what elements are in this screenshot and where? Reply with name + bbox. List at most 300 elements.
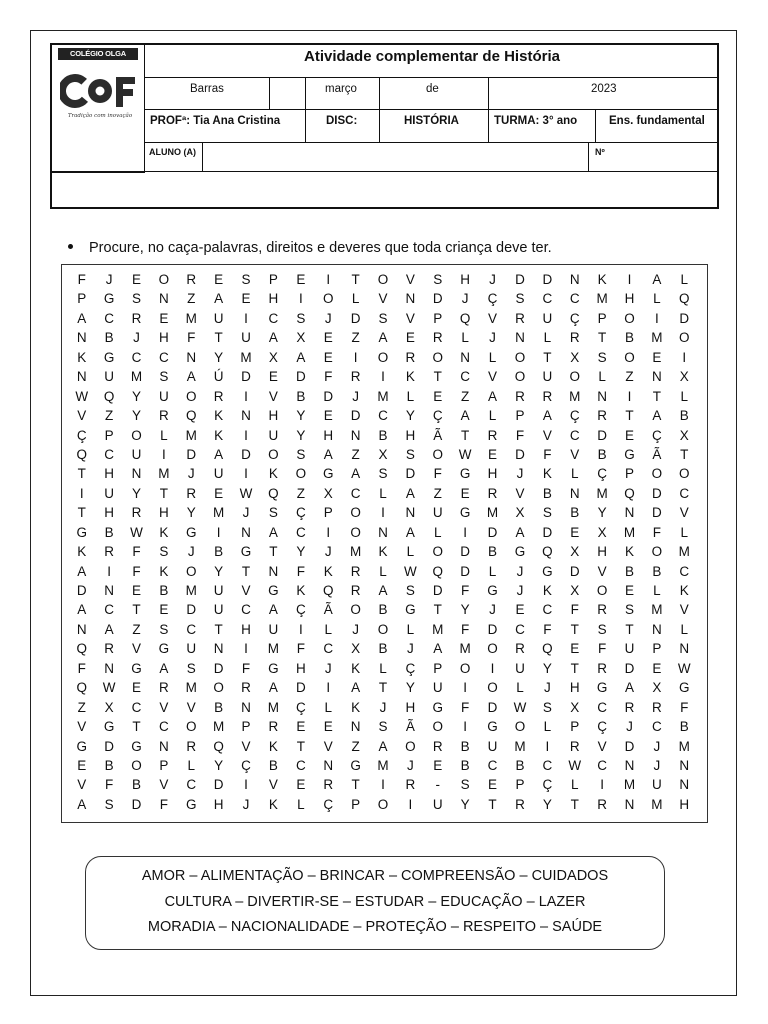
grid-letter: J bbox=[324, 544, 332, 560]
grid-letter: E bbox=[159, 602, 169, 618]
grid-letter: I bbox=[353, 349, 358, 365]
grid-letter: I bbox=[244, 466, 248, 482]
grid-letter: L bbox=[351, 291, 360, 307]
grid-letter: I bbox=[490, 660, 495, 676]
grid-letter: L bbox=[543, 719, 552, 735]
grid-letter: Ç bbox=[76, 427, 87, 443]
grid-letter: S bbox=[296, 310, 306, 326]
grid-letter: G bbox=[459, 505, 471, 521]
grid-letter: X bbox=[570, 349, 580, 365]
grid-letter: C bbox=[158, 349, 169, 365]
grid-letter: H bbox=[158, 505, 169, 521]
grid-letter: H bbox=[213, 796, 224, 812]
grid-letter: T bbox=[625, 621, 634, 637]
grid-letter: S bbox=[268, 505, 278, 521]
grid-letter: Y bbox=[296, 544, 306, 560]
grid-letter: U bbox=[542, 369, 553, 385]
grid-letter: M bbox=[185, 310, 197, 326]
grid-row bbox=[68, 367, 698, 386]
grid-letter: E bbox=[77, 757, 87, 773]
grid-letter: C bbox=[295, 524, 306, 540]
grid-letter: X bbox=[104, 699, 114, 715]
grid-letter: W bbox=[568, 757, 582, 773]
grid-letter: E bbox=[433, 757, 443, 773]
grid-letter: B bbox=[104, 757, 114, 773]
grid-letter: L bbox=[297, 796, 305, 812]
grid-letter: Y bbox=[131, 485, 141, 501]
grid-letter: I bbox=[244, 388, 248, 404]
grid-letter: F bbox=[570, 602, 579, 618]
grid-letter: J bbox=[105, 272, 113, 287]
grid-letter: Y bbox=[296, 427, 306, 443]
grid-letter: P bbox=[241, 719, 251, 735]
grid-letter: F bbox=[543, 446, 552, 462]
grid-letter: A bbox=[378, 330, 388, 346]
grid-letter: A bbox=[351, 680, 361, 696]
grid-letter: U bbox=[624, 641, 635, 657]
grid-letter: B bbox=[488, 544, 498, 560]
grid-letter: V bbox=[323, 738, 333, 754]
grid-letter: Y bbox=[131, 408, 141, 424]
grid-letter: L bbox=[461, 330, 469, 346]
grid-letter: B bbox=[159, 583, 169, 598]
grid-letter: C bbox=[104, 310, 114, 326]
logo-school-name: COLÉGIO OLGA FERNANDES bbox=[58, 48, 138, 60]
grid-letter: P bbox=[652, 641, 662, 657]
grid-letter: Q bbox=[76, 680, 87, 696]
grid-letter: I bbox=[655, 310, 659, 326]
grid-letter: R bbox=[515, 388, 525, 404]
grid-letter: O bbox=[596, 583, 608, 598]
grid-letter: N bbox=[104, 583, 114, 598]
grid-letter: E bbox=[241, 291, 251, 307]
grid-letter: A bbox=[268, 680, 278, 696]
grid-letter: I bbox=[326, 524, 331, 540]
grid-letter: J bbox=[379, 699, 387, 715]
grid-letter: T bbox=[296, 738, 305, 754]
grid-letter: T bbox=[570, 796, 579, 812]
grid-letter: O bbox=[377, 796, 389, 812]
grid-letter: U bbox=[652, 777, 662, 793]
grid-row bbox=[68, 309, 698, 328]
grid-letter: A bbox=[542, 408, 552, 424]
grid-letter: K bbox=[542, 583, 552, 598]
grid-letter: R bbox=[542, 388, 553, 404]
grid-letter: M bbox=[377, 757, 389, 773]
grid-letter: D bbox=[542, 272, 553, 287]
level-value: Ens. fundamental bbox=[609, 115, 705, 127]
grid-letter: Q bbox=[322, 583, 334, 598]
grid-letter: F bbox=[77, 660, 86, 676]
grid-letter: U bbox=[268, 621, 279, 637]
grid-letter: Q bbox=[76, 446, 87, 462]
grid-letter: L bbox=[406, 621, 415, 637]
grid-letter: H bbox=[679, 796, 690, 812]
grid-letter: K bbox=[268, 796, 278, 812]
grid-letter: R bbox=[569, 738, 580, 754]
grid-letter: Z bbox=[104, 408, 114, 424]
grid-letter: N bbox=[624, 757, 635, 773]
grid-letter: O bbox=[679, 466, 690, 482]
grid-letter: C bbox=[350, 485, 361, 501]
grid-letter: X bbox=[351, 641, 361, 657]
grid-letter: H bbox=[104, 505, 114, 521]
grid-letter: B bbox=[679, 719, 689, 735]
grid-letter: R bbox=[186, 272, 197, 287]
grid-letter: I bbox=[381, 777, 385, 793]
student-label: ALUNO (A) bbox=[149, 147, 196, 157]
grid-letter: L bbox=[187, 757, 196, 773]
grid-row bbox=[68, 445, 698, 464]
header-table bbox=[50, 43, 719, 209]
grid-letter: R bbox=[432, 738, 443, 754]
grid-row bbox=[68, 581, 698, 600]
grid-row bbox=[68, 348, 698, 367]
grid-letter: R bbox=[186, 485, 197, 501]
grid-letter: R bbox=[158, 680, 169, 696]
grid-letter: S bbox=[460, 777, 470, 793]
grid-letter: D bbox=[432, 291, 443, 307]
grid-letter: V bbox=[159, 699, 169, 715]
grid-letter: T bbox=[214, 330, 223, 346]
grid-letter: U bbox=[268, 427, 279, 443]
grid-letter: G bbox=[186, 524, 197, 540]
grid-letter: O bbox=[459, 660, 471, 676]
grid-letter: A bbox=[268, 524, 278, 540]
grid-letter: D bbox=[186, 446, 197, 462]
grid-letter: J bbox=[407, 757, 414, 773]
grid-letter: W bbox=[75, 388, 89, 404]
grid-letter: O bbox=[186, 563, 197, 579]
grid-letter: G bbox=[103, 719, 115, 735]
grid-letter: V bbox=[241, 738, 251, 754]
grid-letter: Q bbox=[213, 738, 224, 754]
word-bank-line-2: CULTURA – DIVERTIR-SE – ESTUDAR – EDUCAÇÃO – LAZER bbox=[164, 894, 586, 910]
grid-letter: M bbox=[596, 291, 608, 307]
grid-letter: S bbox=[405, 583, 415, 598]
grid-letter: G bbox=[514, 544, 526, 560]
grid-row bbox=[68, 289, 698, 308]
grid-row bbox=[68, 756, 698, 775]
grid-letter: K bbox=[214, 408, 224, 424]
grid-letter: O bbox=[432, 349, 444, 365]
grid-letter: A bbox=[488, 388, 498, 404]
grid-letter: R bbox=[104, 641, 114, 657]
grid-letter: R bbox=[624, 699, 635, 715]
grid-letter: P bbox=[77, 291, 87, 307]
grid-letter: Q bbox=[268, 485, 279, 501]
bullet-icon bbox=[68, 244, 73, 249]
grid-letter: S bbox=[378, 466, 388, 482]
grid-letter: Ã bbox=[652, 446, 662, 462]
grid-letter: H bbox=[460, 272, 471, 287]
grid-letter: C bbox=[186, 621, 197, 637]
grid-letter: Y bbox=[542, 796, 552, 812]
grid-letter: H bbox=[241, 621, 251, 637]
grid-letter: D bbox=[460, 563, 471, 579]
grid-letter: G bbox=[679, 680, 690, 696]
grid-letter: S bbox=[515, 291, 525, 307]
grid-letter: J bbox=[461, 291, 469, 307]
grid-letter: Z bbox=[132, 621, 141, 637]
grid-letter: F bbox=[241, 660, 251, 676]
grid-letter: B bbox=[378, 427, 388, 443]
grid-letter: N bbox=[515, 330, 525, 346]
grid-letter: S bbox=[159, 369, 169, 385]
grid-letter: U bbox=[131, 446, 142, 462]
grid-letter: E bbox=[131, 272, 141, 287]
grid-letter: Ç bbox=[597, 466, 607, 482]
word-bank bbox=[85, 856, 665, 950]
grid-letter: H bbox=[158, 330, 169, 346]
grid-letter: R bbox=[186, 738, 197, 754]
grid-letter: V bbox=[542, 427, 552, 443]
grid-letter: A bbox=[405, 485, 415, 501]
grid-letter: O bbox=[432, 446, 444, 462]
grid-letter: Ç bbox=[241, 757, 251, 773]
grid-letter: C bbox=[597, 699, 607, 715]
grid-letter: P bbox=[433, 310, 443, 326]
grid-letter: A bbox=[159, 660, 169, 676]
grid-letter: B bbox=[515, 757, 525, 773]
grid-letter: C bbox=[241, 602, 251, 618]
grid-row bbox=[68, 678, 698, 697]
grid-letter: S bbox=[378, 719, 388, 735]
grid-letter: Ç bbox=[569, 310, 580, 326]
grid-letter: D bbox=[487, 621, 498, 637]
grid-letter: M bbox=[185, 680, 197, 696]
grid-letter: D bbox=[131, 796, 142, 812]
grid-letter: H bbox=[597, 544, 607, 560]
grid-letter: X bbox=[570, 699, 580, 715]
grid-letter: L bbox=[324, 699, 332, 715]
grid-letter: S bbox=[597, 621, 607, 637]
grid-letter: V bbox=[597, 563, 607, 579]
grid-letter: O bbox=[186, 719, 197, 735]
grid-letter: K bbox=[268, 466, 278, 482]
grid-letter: A bbox=[214, 446, 224, 462]
grid-letter: B bbox=[652, 563, 662, 579]
grid-letter: U bbox=[213, 602, 224, 618]
grid-row bbox=[68, 717, 698, 736]
grid-letter: I bbox=[298, 291, 303, 307]
grid-letter: O bbox=[624, 349, 635, 365]
grid-letter: G bbox=[103, 291, 115, 307]
grid-letter: G bbox=[268, 660, 279, 676]
grid-letter: W bbox=[404, 563, 417, 579]
grid-letter: A bbox=[268, 602, 278, 618]
grid-letter: Ç bbox=[295, 602, 306, 618]
grid-letter: R bbox=[405, 349, 416, 365]
grid-letter: L bbox=[543, 330, 552, 346]
grid-letter: N bbox=[597, 388, 607, 404]
grid-letter: V bbox=[679, 505, 689, 521]
grid-letter: X bbox=[570, 583, 580, 598]
grid-letter: X bbox=[597, 524, 607, 540]
grid-letter: V bbox=[515, 485, 525, 501]
grid-letter: N bbox=[679, 641, 690, 657]
grid-letter: O bbox=[624, 310, 635, 326]
grid-letter: G bbox=[131, 660, 142, 676]
grid-letter: H bbox=[405, 699, 416, 715]
grid-letter: F bbox=[515, 427, 525, 443]
grid-letter: I bbox=[244, 641, 248, 657]
grid-letter: I bbox=[326, 272, 331, 287]
grid-letter: N bbox=[323, 757, 334, 773]
grid-letter: D bbox=[515, 272, 525, 287]
grid-letter: D bbox=[405, 466, 416, 482]
grid-letter: A bbox=[296, 349, 306, 365]
grid-letter: J bbox=[489, 602, 496, 618]
grid-letter: L bbox=[434, 524, 442, 540]
grid-letter: T bbox=[77, 466, 86, 482]
grid-letter: E bbox=[296, 719, 306, 735]
grid-letter: P bbox=[104, 427, 114, 443]
grid-letter: Z bbox=[296, 485, 305, 501]
grid-letter: T bbox=[625, 408, 634, 424]
grid-letter: L bbox=[570, 777, 579, 793]
grid-letter: F bbox=[680, 699, 689, 715]
grid-letter: I bbox=[463, 719, 468, 735]
grid-letter: E bbox=[323, 719, 333, 735]
grid-letter: M bbox=[185, 583, 197, 598]
grid-letter: I bbox=[326, 680, 331, 696]
grid-letter: M bbox=[459, 641, 471, 657]
grid-letter: Ú bbox=[213, 369, 224, 385]
grid-letter: V bbox=[679, 602, 689, 618]
grid-letter: F bbox=[597, 641, 607, 657]
grid-letter: Q bbox=[103, 388, 115, 404]
grid-letter: Z bbox=[77, 699, 86, 715]
grid-letter: K bbox=[351, 660, 361, 676]
grid-letter: R bbox=[515, 641, 525, 657]
grid-letter: W bbox=[458, 446, 472, 462]
grid-letter: L bbox=[379, 485, 387, 501]
grid-letter: J bbox=[187, 544, 195, 560]
grid-letter: E bbox=[214, 272, 224, 287]
grid-row bbox=[68, 542, 698, 561]
grid-letter: I bbox=[216, 524, 221, 540]
grid-letter: D bbox=[460, 544, 471, 560]
grid-letter: R bbox=[569, 330, 580, 346]
grid-letter: C bbox=[679, 485, 690, 501]
grid-letter: D bbox=[186, 602, 197, 618]
grid-letter: D bbox=[597, 427, 607, 443]
grid-letter: I bbox=[627, 272, 632, 287]
discipline-value: HISTÓRIA bbox=[404, 115, 459, 127]
grid-letter: V bbox=[131, 641, 141, 657]
grid-letter: N bbox=[569, 485, 580, 501]
grid-letter: F bbox=[132, 563, 141, 579]
grid-letter: P bbox=[433, 660, 443, 676]
grid-letter: D bbox=[624, 738, 635, 754]
grid-letter: N bbox=[378, 524, 388, 540]
grid-letter: X bbox=[652, 680, 662, 696]
grid-letter: A bbox=[351, 466, 361, 482]
grid-letter: I bbox=[244, 427, 248, 443]
grid-letter: V bbox=[597, 738, 607, 754]
word-search-grid bbox=[68, 270, 698, 814]
grid-letter: K bbox=[296, 583, 306, 598]
grid-letter: V bbox=[378, 291, 388, 307]
page-title: Atividade complementar de História bbox=[304, 48, 560, 65]
grid-letter: Ç bbox=[323, 796, 334, 812]
grid-letter: E bbox=[488, 777, 498, 793]
grid-letter: G bbox=[624, 446, 635, 462]
grid-letter: Y bbox=[214, 349, 224, 365]
grid-letter: L bbox=[406, 388, 415, 404]
grid-letter: Ç bbox=[542, 777, 553, 793]
grid-letter: V bbox=[77, 719, 87, 735]
grid-row bbox=[68, 523, 698, 542]
grid-letter: Q bbox=[186, 408, 197, 424]
grid-letter: D bbox=[652, 485, 662, 501]
grid-letter: X bbox=[570, 544, 580, 560]
grid-letter: A bbox=[323, 446, 333, 462]
grid-letter: J bbox=[324, 660, 332, 676]
grid-letter: O bbox=[350, 505, 361, 521]
grid-letter: L bbox=[680, 388, 689, 404]
grid-letter: A bbox=[77, 563, 87, 579]
grid-letter: O bbox=[131, 427, 142, 443]
grid-letter: E bbox=[625, 583, 635, 598]
grid-letter: D bbox=[350, 310, 361, 326]
grid-letter: E bbox=[488, 446, 498, 462]
grid-letter: M bbox=[651, 602, 663, 618]
grid-letter: X bbox=[515, 505, 525, 521]
grid-letter: F bbox=[104, 777, 114, 793]
grid-letter: R bbox=[652, 699, 662, 715]
grid-letter: R bbox=[104, 544, 114, 560]
grid-letter: F bbox=[296, 563, 305, 579]
grid-letter: C bbox=[158, 719, 169, 735]
grid-letter: J bbox=[352, 621, 359, 637]
grid-letter: G bbox=[322, 466, 334, 482]
grid-letter: Z bbox=[187, 291, 196, 307]
grid-letter: F bbox=[77, 272, 86, 287]
instruction-text: Procure, no caça-palavras, direitos e deveres que toda criança deve ter. bbox=[89, 240, 552, 256]
grid-letter: B bbox=[214, 544, 224, 560]
grid-letter: O bbox=[569, 369, 580, 385]
grid-letter: L bbox=[680, 524, 689, 540]
grid-letter: B bbox=[460, 738, 470, 754]
grid-letter: J bbox=[352, 388, 359, 404]
grid-letter: N bbox=[186, 349, 197, 365]
grid-letter: J bbox=[653, 738, 661, 754]
grid-letter: J bbox=[242, 796, 250, 812]
grid-letter: J bbox=[324, 310, 332, 326]
grid-letter: Y bbox=[214, 757, 224, 773]
grid-letter: D bbox=[323, 388, 334, 404]
grid-letter: D bbox=[104, 738, 114, 754]
grid-letter: N bbox=[76, 369, 87, 385]
grid-letter: T bbox=[351, 777, 360, 793]
grid-letter: M bbox=[651, 796, 663, 812]
grid-letter: Y bbox=[460, 602, 470, 618]
grid-letter: Y bbox=[186, 505, 196, 521]
grid-letter: C bbox=[569, 427, 580, 443]
grid-letter: B bbox=[460, 757, 470, 773]
grid-letter: I bbox=[600, 777, 604, 793]
date-connector: de bbox=[426, 83, 439, 95]
grid-letter: B bbox=[214, 699, 224, 715]
grid-letter: G bbox=[596, 680, 608, 696]
grid-letter: R bbox=[597, 602, 607, 618]
grid-letter: A bbox=[378, 583, 388, 598]
grid-row bbox=[68, 328, 698, 347]
grid-letter: H bbox=[569, 680, 580, 696]
grid-letter: G bbox=[268, 583, 279, 598]
